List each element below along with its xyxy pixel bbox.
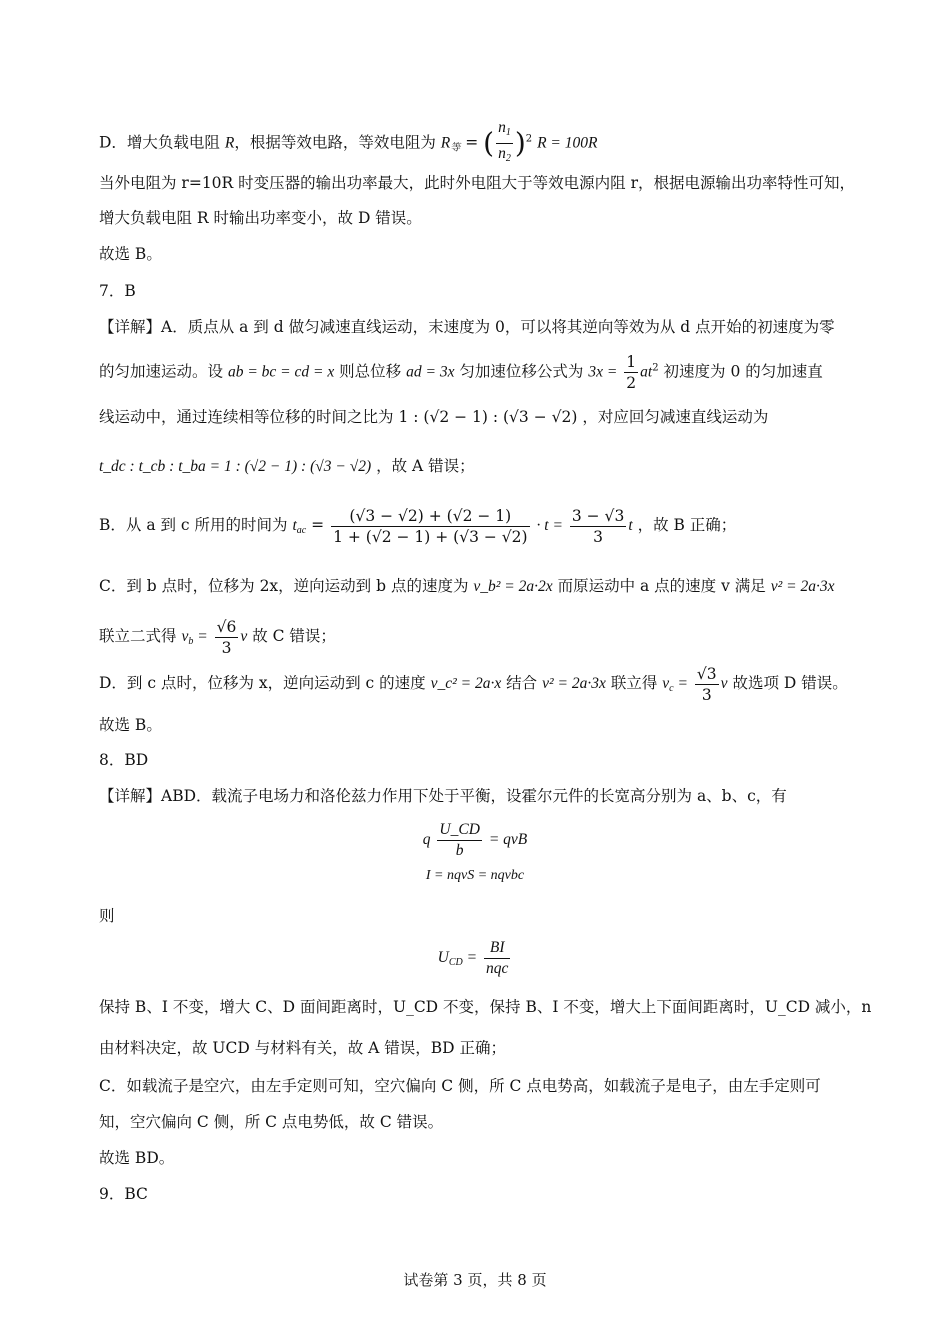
vb-v: v bbox=[240, 628, 248, 645]
eq3-fraction bbox=[484, 938, 510, 979]
tac-num: (√3 − √2) + (√2 − 1) bbox=[331, 506, 530, 527]
vc-num: √3 bbox=[696, 664, 717, 683]
square-exp: 2 bbox=[525, 133, 533, 145]
result-t: t bbox=[628, 517, 633, 534]
l11-eq2: v² = 2a·3x bbox=[770, 578, 835, 595]
at-squared: at bbox=[640, 363, 653, 381]
l7-pre: 的匀加速运动。设 bbox=[99, 362, 224, 381]
option-d-line bbox=[99, 118, 597, 169]
l7-mid2: 匀加速位移公式为 bbox=[459, 362, 584, 381]
tac-result-den: 3 bbox=[593, 527, 604, 546]
l11-eq1: v_b² = 2a·2x bbox=[473, 578, 553, 595]
l8-tail: ，对应回匀减速直线运动为 bbox=[582, 408, 769, 426]
l12-tail: 故 C 错误； bbox=[252, 627, 336, 645]
l13-pre: D．到 c 点时，位移为 x，逆向运动到 c 的速度 bbox=[99, 674, 426, 692]
vc-den: 3 bbox=[701, 685, 712, 704]
text-line-9 bbox=[99, 455, 475, 478]
tac-den: 1 + (√2 − 1) + (√3 − √2) bbox=[333, 527, 528, 546]
eq1-den: b bbox=[455, 841, 464, 859]
l13-eq2: v² = 2a·3x bbox=[542, 675, 606, 692]
at-exp: 2 bbox=[652, 362, 659, 374]
half-num: 1 bbox=[626, 353, 637, 371]
l8-ratio: 1 : (√2 − 1) : (√3 − √2) bbox=[398, 408, 578, 426]
n1: $n_1$ bbox=[496, 118, 513, 144]
l7-eq1: ab = bc = cd = x bbox=[227, 363, 335, 381]
times-t: · t = bbox=[536, 517, 563, 534]
question-8-answer: 8．BD bbox=[99, 751, 149, 769]
eq3-num: BI bbox=[484, 938, 510, 959]
l13-mid2: 联立得 bbox=[610, 674, 658, 692]
page-footer: 试卷第 3 页，共 8 页 bbox=[403, 1271, 547, 1289]
eq3-den: nqc bbox=[486, 959, 509, 977]
vc: $v_c$ = bbox=[662, 675, 688, 694]
text-line-2: 当外电阻为 r=10R 时变压器的输出功率最大，此时外电阻大于等效电源内阻 r，根据电源输出功率特性可知， bbox=[99, 174, 855, 192]
vb-fraction bbox=[215, 617, 239, 658]
eq1-q: q bbox=[422, 831, 431, 848]
option-d-mid: ，根据等效电路，等效电阻为 bbox=[234, 133, 436, 152]
tac-result-fraction bbox=[570, 506, 626, 547]
tac-fraction bbox=[331, 506, 530, 547]
l7-eq3: 3x = bbox=[588, 363, 618, 381]
l13-mid1: 结合 bbox=[506, 674, 538, 692]
text-line-8 bbox=[99, 406, 768, 428]
l12-pre: 联立二式得 bbox=[99, 627, 177, 645]
l9-ratio: t_dc : t_cb : t_ba = 1 : (√2 − 1) : (√3 − √2) bbox=[99, 458, 372, 475]
vc-fraction bbox=[695, 664, 719, 705]
text-line-18: 保持 B、I 不变，增大 C、D 面间距离时，U_CD 不变，保持 B、I 不变，增大上下面间距离时，U_CD 减小，n bbox=[99, 998, 872, 1016]
equals-sign: = bbox=[465, 133, 484, 152]
text-line-22: 故选 BD。 bbox=[99, 1149, 175, 1167]
vc-v: v bbox=[720, 675, 728, 692]
option-d-equation: R = 100R bbox=[537, 134, 598, 152]
text-line-4: 故选 B。 bbox=[99, 245, 162, 263]
tac-result-num: 3 − √3 bbox=[571, 506, 625, 525]
var-r: R bbox=[224, 134, 235, 152]
eq1-tail: = qvB bbox=[488, 831, 528, 848]
text-line-7 bbox=[99, 352, 823, 393]
question-9-answer: 9．BC bbox=[99, 1185, 148, 1203]
half-fraction bbox=[624, 352, 638, 393]
l13-eq1: v_c² = 2a·x bbox=[430, 675, 502, 692]
l13-tail: 故选项 D 错误。 bbox=[732, 674, 848, 692]
question-7-answer: 7．B bbox=[99, 282, 136, 300]
text-line-20: C．如载流子是空穴，由左手定则可知，空穴偏向 C 侧，所 C 点电势高，如载流子是电子，由左手定则可 bbox=[99, 1077, 821, 1095]
eq1-fraction bbox=[437, 820, 481, 861]
left-paren: ( bbox=[483, 126, 495, 160]
l7-eq2: ad = 3x bbox=[406, 363, 455, 381]
l7-mid1: 则总位移 bbox=[339, 362, 402, 381]
n2: $n_2$ bbox=[498, 145, 511, 164]
r-equiv-sub: 等 bbox=[450, 142, 461, 154]
equation-3 bbox=[0, 934, 950, 986]
turns-ratio-fraction bbox=[496, 118, 513, 169]
vb-den: 3 bbox=[221, 638, 232, 657]
text-line-11 bbox=[99, 575, 834, 598]
r-equiv-label: R bbox=[440, 134, 451, 152]
text-line-12 bbox=[99, 613, 336, 665]
text-line-3: 增大负载电阻 R 时输出功率变小，故 D 错误。 bbox=[99, 209, 422, 227]
text-line-14: 故选 B。 bbox=[99, 716, 162, 734]
l11-pre: C．到 b 点时，位移为 2x，逆向运动到 b 点的速度为 bbox=[99, 577, 469, 595]
half-den: 2 bbox=[626, 374, 637, 392]
t-ac: $t_{ac}$ bbox=[292, 517, 307, 536]
text-line-6: 【详解】A．质点从 a 到 d 做匀减速直线运动，末速度为 0，可以将其逆向等效为从 d 点开始的初速度为零 bbox=[99, 318, 835, 336]
text-line-21: 知，空穴偏向 C 侧，所 C 点电势低，故 C 错误。 bbox=[99, 1113, 444, 1131]
text-line-13 bbox=[99, 660, 848, 712]
equation-2: I = nqvS = nqvbc bbox=[425, 868, 525, 883]
equation-1 bbox=[0, 818, 950, 861]
l9-tail: ，故 A 错误； bbox=[376, 457, 475, 475]
option-d-text: D．增大负载电阻 bbox=[99, 133, 220, 152]
right-paren: ) bbox=[514, 126, 526, 160]
text-line-19: 由材料决定，故 UCD 与材料有关，故 A 错误，BD 正确； bbox=[99, 1039, 506, 1057]
l10-tail: ，故 B 正确； bbox=[637, 516, 737, 534]
text-line-17: 则 bbox=[99, 907, 115, 925]
l8-pre: 线运动中，通过连续相等位移的时间之比为 bbox=[99, 408, 394, 426]
vb: $v_b$ = bbox=[181, 628, 208, 647]
eq1-num: U_CD bbox=[437, 820, 481, 841]
text-line-10: B．从 a 到 c 所用的时间为 $t_{ac}$ = $\frac{(√3 - √2) + (√2 - 1)}{1 + (√2 - 1) + (√3 - √2)}$ · t = $\frac{3 - √3}{3}$ t ，故 B 正确； bbox=[99, 506, 737, 546]
eq3-ucd: $U_{CD}$ = bbox=[437, 949, 478, 968]
vb-num: √6 bbox=[216, 617, 237, 636]
text-line-16: 【详解】ABD．载流子电场力和洛伦兹力作用下处于平衡，设霍尔元件的长宽高分别为 a、b、c，有 bbox=[99, 787, 787, 805]
l10-pre: B．从 a 到 c 所用的时间为 bbox=[99, 516, 288, 534]
l7-tail: 初速度为 0 的匀加速直 bbox=[663, 362, 823, 381]
l11-mid: 而原运动中 a 点的速度 v 满足 bbox=[557, 577, 766, 595]
